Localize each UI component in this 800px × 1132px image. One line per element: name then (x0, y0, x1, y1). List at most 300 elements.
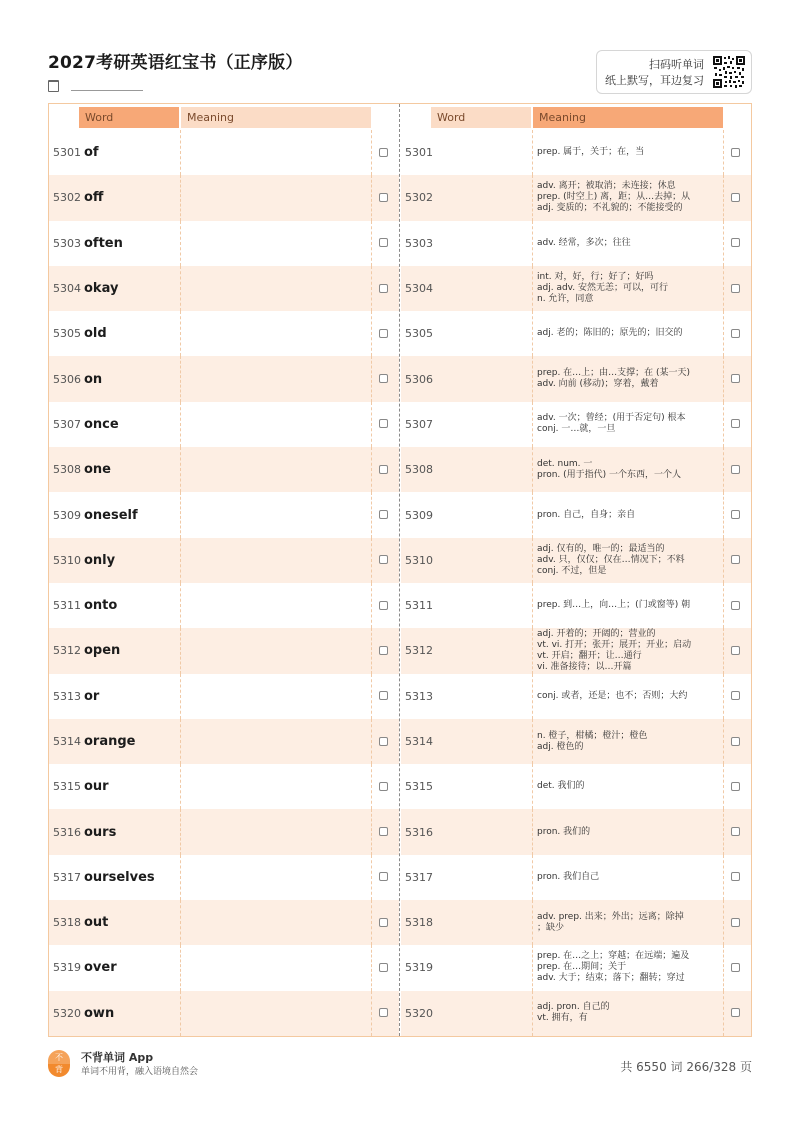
word-number: 5301 (53, 146, 81, 160)
table-row (401, 538, 751, 583)
word-number: 5314 (53, 735, 81, 748)
english-word: on (84, 371, 103, 387)
checkbox[interactable] (379, 691, 388, 700)
table-row (49, 492, 399, 537)
column-separator (723, 266, 724, 311)
column-separator (723, 855, 724, 900)
checkbox[interactable] (731, 737, 740, 746)
column-separator (532, 945, 533, 990)
meaning-cell (537, 538, 723, 583)
meaning-line: adj. 老的；陈旧的；原先的；旧交的 (537, 328, 683, 339)
column-separator (371, 356, 372, 401)
right-rows (401, 130, 751, 1036)
column-separator (723, 402, 724, 447)
word-number: 5309 (53, 508, 81, 522)
english-word: okay (84, 281, 119, 297)
page-info: 共 6550 词 266/328 页 (620, 1060, 752, 1074)
meaning-line: prep. 在…上；由…支撑；在 (某一天) (537, 368, 691, 379)
column-separator (180, 492, 181, 537)
table-row (401, 402, 751, 447)
column-separator (180, 130, 181, 175)
word-number: 5307 (405, 417, 433, 431)
column-separator (532, 221, 533, 266)
table-row (401, 583, 751, 628)
table-row (49, 991, 399, 1036)
checkbox[interactable] (379, 601, 388, 610)
column-separator (723, 311, 724, 356)
column-separator (723, 674, 724, 719)
column-separator (180, 175, 181, 220)
column-separator (532, 356, 533, 401)
column-separator (723, 492, 724, 537)
english-word: or (84, 688, 100, 704)
meaning-cell (537, 583, 723, 628)
table-row (401, 447, 751, 492)
word-number: 5305 (405, 327, 433, 341)
meaning-line: det. num. 一 (537, 458, 593, 469)
page-header (48, 48, 752, 98)
table-row (49, 356, 399, 401)
meaning-cell (537, 674, 723, 719)
table-row (401, 311, 751, 356)
word-number: 5317 (405, 870, 433, 884)
meaning-line: pron. 我们自己 (537, 871, 600, 882)
column-separator (371, 583, 372, 628)
english-word: of (84, 145, 99, 161)
column-separator (532, 447, 533, 492)
column-separator (532, 266, 533, 311)
column-separator (371, 809, 372, 854)
column-separator (371, 447, 372, 492)
checkbox[interactable] (731, 601, 740, 610)
app-slogan: 单词不用背，融入语境自然会 (81, 1067, 199, 1077)
word-number: 5312 (405, 644, 433, 658)
column-separator (723, 538, 724, 583)
table-row (49, 764, 399, 809)
checkbox[interactable] (731, 1008, 740, 1017)
checkbox[interactable] (731, 465, 740, 474)
meaning-line: int. 对，好，行；好了；好吗 (537, 272, 654, 283)
column-separator (723, 945, 724, 990)
word-number: 5316 (53, 825, 81, 839)
english-word: ours (84, 824, 117, 840)
meaning-cell (537, 266, 723, 311)
table-row (49, 402, 399, 447)
meaning-line: adv. 离开；被取消；未连接；休息 (537, 181, 676, 192)
column-separator (180, 809, 181, 854)
meaning-cell (537, 945, 723, 990)
meaning-line: pron. 自己，自身；亲自 (537, 509, 636, 520)
checkbox[interactable] (379, 963, 388, 972)
col-header-meaning: Meaning (533, 107, 723, 128)
checkbox[interactable] (731, 329, 740, 338)
meaning-cell (537, 809, 723, 854)
page-title: 2027考研英语红宝书（正序版） (48, 53, 303, 73)
checkbox[interactable] (379, 284, 388, 293)
english-word: only (84, 552, 116, 568)
column-separator (180, 311, 181, 356)
word-number: 5303 (53, 236, 81, 250)
word-number: 5306 (405, 372, 433, 386)
col-header-word: Word (79, 107, 179, 128)
meaning-line: adv. 经常，多次；往往 (537, 237, 631, 248)
qr-line-1: 扫码听单词 (649, 58, 704, 71)
word-number: 5319 (53, 961, 81, 975)
checkbox[interactable] (379, 872, 388, 881)
meaning-cell (537, 175, 723, 220)
meaning-line: conj. 一…就，一旦 (537, 424, 616, 435)
word-number: 5310 (53, 553, 81, 567)
column-separator (180, 266, 181, 311)
meaning-line: pron. 我们的 (537, 826, 591, 837)
word-number: 5311 (405, 599, 433, 613)
meaning-cell (537, 719, 723, 764)
table-row (49, 855, 399, 900)
column-separator (532, 583, 533, 628)
table-row (49, 175, 399, 220)
column-separator (371, 221, 372, 266)
checkbox[interactable] (731, 918, 740, 927)
meaning-cell (537, 402, 723, 447)
column-separator (371, 402, 372, 447)
checkbox[interactable] (731, 238, 740, 247)
column-separator (723, 130, 724, 175)
column-separator (180, 764, 181, 809)
checkbox[interactable] (379, 374, 388, 383)
checkbox[interactable] (731, 555, 740, 564)
english-word: once (84, 416, 119, 432)
column-separator (532, 991, 533, 1036)
checkbox[interactable] (731, 284, 740, 293)
meaning-line: prep. 到…上，向…上；(门或窗等) 朝 (537, 600, 691, 611)
column-separator (371, 175, 372, 220)
meaning-line: conj. 或者，还是；也不；否则；大约 (537, 690, 688, 701)
table-row (49, 538, 399, 583)
column-separator (532, 492, 533, 537)
column-separator (180, 674, 181, 719)
column-separator (180, 991, 181, 1036)
column-separator (371, 719, 372, 764)
column-separator (723, 221, 724, 266)
meaning-line: n. 橙子，柑橘；橙汁；橙色 (537, 730, 648, 741)
column-separator (532, 900, 533, 945)
checkbox[interactable] (379, 918, 388, 927)
meaning-line: vi. 准备接待；以…开篇 (537, 661, 632, 672)
word-number: 5304 (53, 282, 81, 296)
table-row (49, 266, 399, 311)
meaning-line: det. 我们的 (537, 781, 585, 792)
table-row (49, 900, 399, 945)
table-row (49, 447, 399, 492)
table-row (401, 764, 751, 809)
table-row (49, 628, 399, 673)
word-number: 5312 (53, 644, 81, 658)
word-number: 5315 (53, 780, 81, 794)
table-row (401, 991, 751, 1036)
word-number: 5318 (405, 916, 433, 930)
english-word: open (84, 643, 121, 659)
table-row (49, 311, 399, 356)
column-separator (180, 356, 181, 401)
word-number: 5308 (53, 463, 81, 477)
word-number: 5314 (405, 735, 433, 748)
column-separator (532, 402, 533, 447)
left-rows (49, 130, 399, 1036)
english-word: over (84, 960, 117, 976)
column-separator (180, 221, 181, 266)
column-separator (371, 674, 372, 719)
word-number: 5308 (405, 463, 433, 477)
column-separator (371, 945, 372, 990)
column-separator (371, 266, 372, 311)
meaning-line: vt. 开启；翻开；让…通行 (537, 650, 642, 661)
checkbox[interactable] (379, 329, 388, 338)
calendar-icon (48, 80, 59, 92)
column-separator (532, 175, 533, 220)
word-number: 5320 (405, 1006, 433, 1020)
english-word: ourselves (84, 869, 155, 885)
checkbox[interactable] (379, 737, 388, 746)
word-number: 5313 (405, 689, 433, 703)
word-number: 5317 (53, 870, 81, 884)
meaning-line: adj. 变质的；不礼貌的；不能接受的 (537, 203, 683, 214)
english-word: oneself (84, 507, 138, 523)
column-separator (180, 945, 181, 990)
column-separator (180, 628, 181, 673)
meaning-cell (537, 492, 723, 537)
word-number: 5302 (405, 191, 433, 205)
logo-top-char: 不 (48, 1050, 70, 1064)
meaning-line: adv. 一次；曾经；(用于否定句) 根本 (537, 413, 686, 424)
column-separator (371, 311, 372, 356)
word-number: 5301 (405, 146, 433, 160)
meaning-line: prep. 在…之上；穿越；在远端；遍及 (537, 951, 690, 962)
checkbox[interactable] (379, 646, 388, 655)
column-separator (723, 175, 724, 220)
english-word: one (84, 462, 112, 478)
checkbox[interactable] (379, 148, 388, 157)
column-separator (371, 130, 372, 175)
word-number: 5305 (53, 327, 81, 341)
word-number: 5320 (53, 1006, 81, 1020)
table-row (49, 221, 399, 266)
table-row (401, 719, 751, 764)
word-number: 5302 (53, 191, 81, 205)
column-separator (723, 583, 724, 628)
qr-code-icon[interactable] (712, 55, 746, 89)
header-row (49, 107, 399, 128)
column-separator (180, 900, 181, 945)
app-logo-icon (48, 1050, 70, 1076)
table-row (49, 130, 399, 175)
meaning-cell (537, 130, 723, 175)
meaning-line: vt. 拥有，有 (537, 1013, 588, 1024)
column-separator (180, 855, 181, 900)
qr-line-2: 纸上默写，耳边复习 (605, 74, 704, 87)
page-footer (48, 1048, 752, 1078)
meaning-line: adj. 仅有的，唯一的；最适当的 (537, 543, 665, 554)
table-row (401, 175, 751, 220)
checkbox[interactable] (731, 419, 740, 428)
logo-bottom-char: 背 (48, 1064, 70, 1077)
checkbox[interactable] (731, 827, 740, 836)
column-separator (723, 900, 724, 945)
column-separator (180, 447, 181, 492)
column-separator (532, 538, 533, 583)
meaning-line: prep. 在…期间；关于 (537, 962, 627, 973)
column-separator (371, 628, 372, 673)
checkbox[interactable] (379, 193, 388, 202)
column-separator (532, 719, 533, 764)
meaning-line: adj. 开着的；开阔的；营业的 (537, 628, 656, 639)
checkbox[interactable] (731, 782, 740, 791)
column-separator (371, 855, 372, 900)
checkbox[interactable] (379, 419, 388, 428)
table-row (49, 809, 399, 854)
vocab-table (48, 103, 752, 1037)
qr-card[interactable] (596, 50, 752, 94)
table-row (49, 674, 399, 719)
checkbox[interactable] (379, 465, 388, 474)
meaning-line: adv. 只，仅仅；仅在…情况下；不料 (537, 554, 685, 565)
column-separator (723, 356, 724, 401)
column-separator (180, 719, 181, 764)
meaning-line: adj. pron. 自己的 (537, 1002, 610, 1013)
meaning-line: adv. 大于；结束；落下；翻转；穿过 (537, 973, 685, 984)
english-word: out (84, 915, 109, 931)
meaning-line: adv. prep. 出来；外出；远离；除掉 (537, 911, 684, 922)
col-header-meaning: Meaning (181, 107, 371, 128)
checkbox[interactable] (731, 691, 740, 700)
app-name: 不背单词 App (81, 1051, 154, 1064)
column-separator (532, 311, 533, 356)
checkbox[interactable] (379, 555, 388, 564)
checkbox[interactable] (379, 782, 388, 791)
column-separator (532, 764, 533, 809)
meaning-line: ；缺少 (537, 922, 565, 933)
word-number: 5307 (53, 417, 81, 431)
checkbox[interactable] (731, 963, 740, 972)
table-row (49, 719, 399, 764)
table-row (401, 628, 751, 673)
meaning-cell (537, 356, 723, 401)
english-word: our (84, 779, 109, 795)
table-row (49, 583, 399, 628)
checkbox[interactable] (731, 374, 740, 383)
checkbox[interactable] (731, 148, 740, 157)
english-word: onto (84, 598, 118, 614)
english-word: off (84, 190, 104, 206)
column-separator (371, 900, 372, 945)
word-number: 5316 (405, 825, 433, 839)
table-row (401, 855, 751, 900)
meaning-line: vt. vi. 打开；张开；展开；开业；启动 (537, 639, 692, 650)
table-row (401, 266, 751, 311)
meaning-line: adv. 向前 (移动)；穿着，戴着 (537, 379, 659, 390)
table-row (401, 900, 751, 945)
col-header-word: Word (431, 107, 531, 128)
checkbox[interactable] (379, 238, 388, 247)
word-number: 5319 (405, 961, 433, 975)
checkbox[interactable] (379, 510, 388, 519)
word-number: 5306 (53, 372, 81, 386)
meaning-line: prep. (时空上) 离，距；从…去掉；从 (537, 192, 691, 203)
column-separator (371, 538, 372, 583)
meaning-cell (537, 447, 723, 492)
column-separator (180, 583, 181, 628)
table-row (401, 674, 751, 719)
table-row (49, 945, 399, 990)
english-word: often (84, 235, 123, 251)
column-separator (532, 628, 533, 673)
column-separator (371, 492, 372, 537)
english-word: orange (84, 734, 136, 749)
checkbox[interactable] (731, 193, 740, 202)
column-separator (180, 538, 181, 583)
column-separator (180, 402, 181, 447)
table-row (401, 492, 751, 537)
meaning-cell (537, 628, 723, 673)
word-number: 5311 (53, 599, 81, 613)
checkbox[interactable] (379, 1008, 388, 1017)
word-number: 5303 (405, 236, 433, 250)
right-half (401, 104, 751, 1036)
word-number: 5309 (405, 508, 433, 522)
word-number: 5310 (405, 553, 433, 567)
column-separator (532, 674, 533, 719)
table-row (401, 130, 751, 175)
english-word: old (84, 326, 107, 342)
english-word: own (84, 1005, 115, 1021)
meaning-cell (537, 764, 723, 809)
column-separator (723, 719, 724, 764)
column-separator (532, 809, 533, 854)
checkbox[interactable] (731, 510, 740, 519)
meaning-line: n. 允许，同意 (537, 294, 594, 305)
meaning-cell (537, 900, 723, 945)
meaning-line: prep. 属于，关于；在，当 (537, 147, 645, 158)
header-row (401, 107, 751, 128)
word-number: 5313 (53, 689, 81, 703)
checkbox[interactable] (731, 872, 740, 881)
column-separator (371, 991, 372, 1036)
table-row (401, 356, 751, 401)
meaning-cell (537, 311, 723, 356)
checkbox[interactable] (731, 646, 740, 655)
fold-divider (399, 104, 400, 1036)
meaning-line: adj. 橙色的 (537, 741, 584, 752)
column-separator (371, 764, 372, 809)
column-separator (723, 809, 724, 854)
checkbox[interactable] (379, 827, 388, 836)
word-number: 5304 (405, 282, 433, 296)
column-separator (532, 130, 533, 175)
word-number: 5315 (405, 780, 433, 794)
meaning-cell (537, 855, 723, 900)
table-row (401, 809, 751, 854)
date-row (48, 80, 143, 92)
meaning-line: conj. 不过，但是 (537, 565, 607, 576)
word-number: 5318 (53, 916, 81, 930)
table-row (401, 221, 751, 266)
date-blank[interactable] (71, 82, 143, 91)
column-separator (723, 628, 724, 673)
column-separator (723, 764, 724, 809)
meaning-line: adj. adv. 安然无恙；可以，可行 (537, 283, 669, 294)
left-half (49, 104, 399, 1036)
table-row (401, 945, 751, 990)
column-separator (532, 855, 533, 900)
